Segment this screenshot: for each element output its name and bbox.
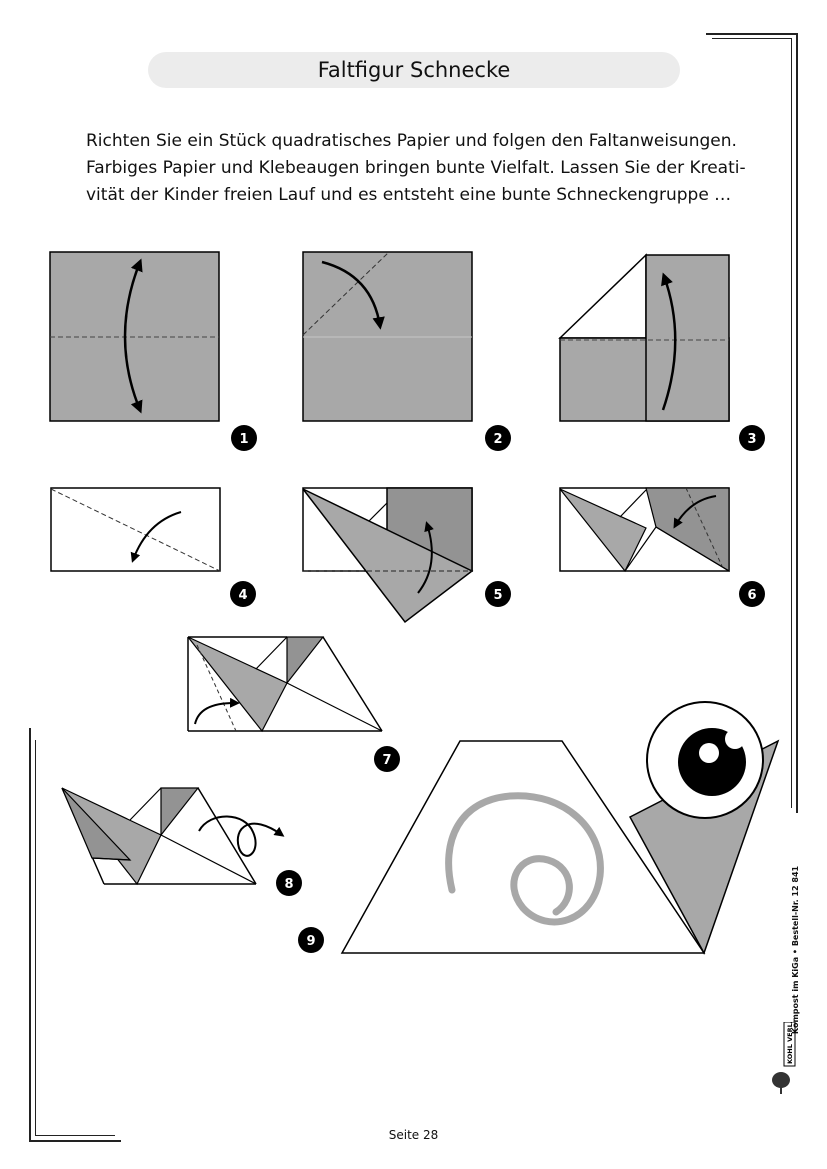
publisher-name: KOHL VERLAG	[786, 1022, 794, 1064]
step-3-number	[739, 425, 765, 451]
step-4-number	[230, 581, 256, 607]
page-number: Seite 28	[388, 1128, 439, 1142]
svg-text:2: 2	[493, 432, 503, 447]
intro-line-2: Farbiges Papier und Klebeaugen bringen bunte Vielfalt. Lassen Sie der Kreati-	[86, 158, 746, 178]
step-2-number	[485, 425, 511, 451]
page-title: Faltfigur Schnecke	[317, 58, 511, 82]
svg-text:6: 6	[747, 588, 757, 603]
step-9-snail	[342, 702, 778, 953]
publisher-logo	[770, 1022, 798, 1094]
svg-text:1: 1	[239, 432, 249, 447]
svg-text:5: 5	[493, 588, 503, 603]
svg-text:3: 3	[747, 432, 757, 447]
step-8-number	[276, 870, 302, 896]
step-1-diagram	[50, 252, 219, 421]
step-3-diagram	[560, 255, 729, 421]
svg-text:4: 4	[238, 588, 248, 603]
svg-text:8: 8	[284, 877, 294, 892]
intro-line-3: vität der Kinder freien Lauf und es entsteht eine bunte Schneckengruppe …	[86, 185, 732, 205]
svg-text:7: 7	[382, 753, 392, 768]
step-7-diagram	[188, 637, 382, 731]
step-5-number	[485, 581, 511, 607]
step-5-diagram	[303, 488, 472, 622]
step-4-diagram	[51, 488, 220, 571]
step-7-number	[374, 746, 400, 772]
intro-line-1: Richten Sie ein Stück quadratisches Papier und folgen den Faltanweisungen.	[86, 131, 737, 151]
step-9-number	[298, 927, 324, 953]
side-order-info: Kompost im KiGa • Bestell-Nr. 12 841	[791, 865, 800, 1035]
step-8-diagram	[62, 788, 282, 884]
step-6-diagram	[560, 488, 729, 571]
step-1-number	[231, 425, 257, 451]
step-2-diagram	[303, 252, 472, 421]
svg-text:9: 9	[306, 934, 316, 949]
step-6-number	[739, 581, 765, 607]
